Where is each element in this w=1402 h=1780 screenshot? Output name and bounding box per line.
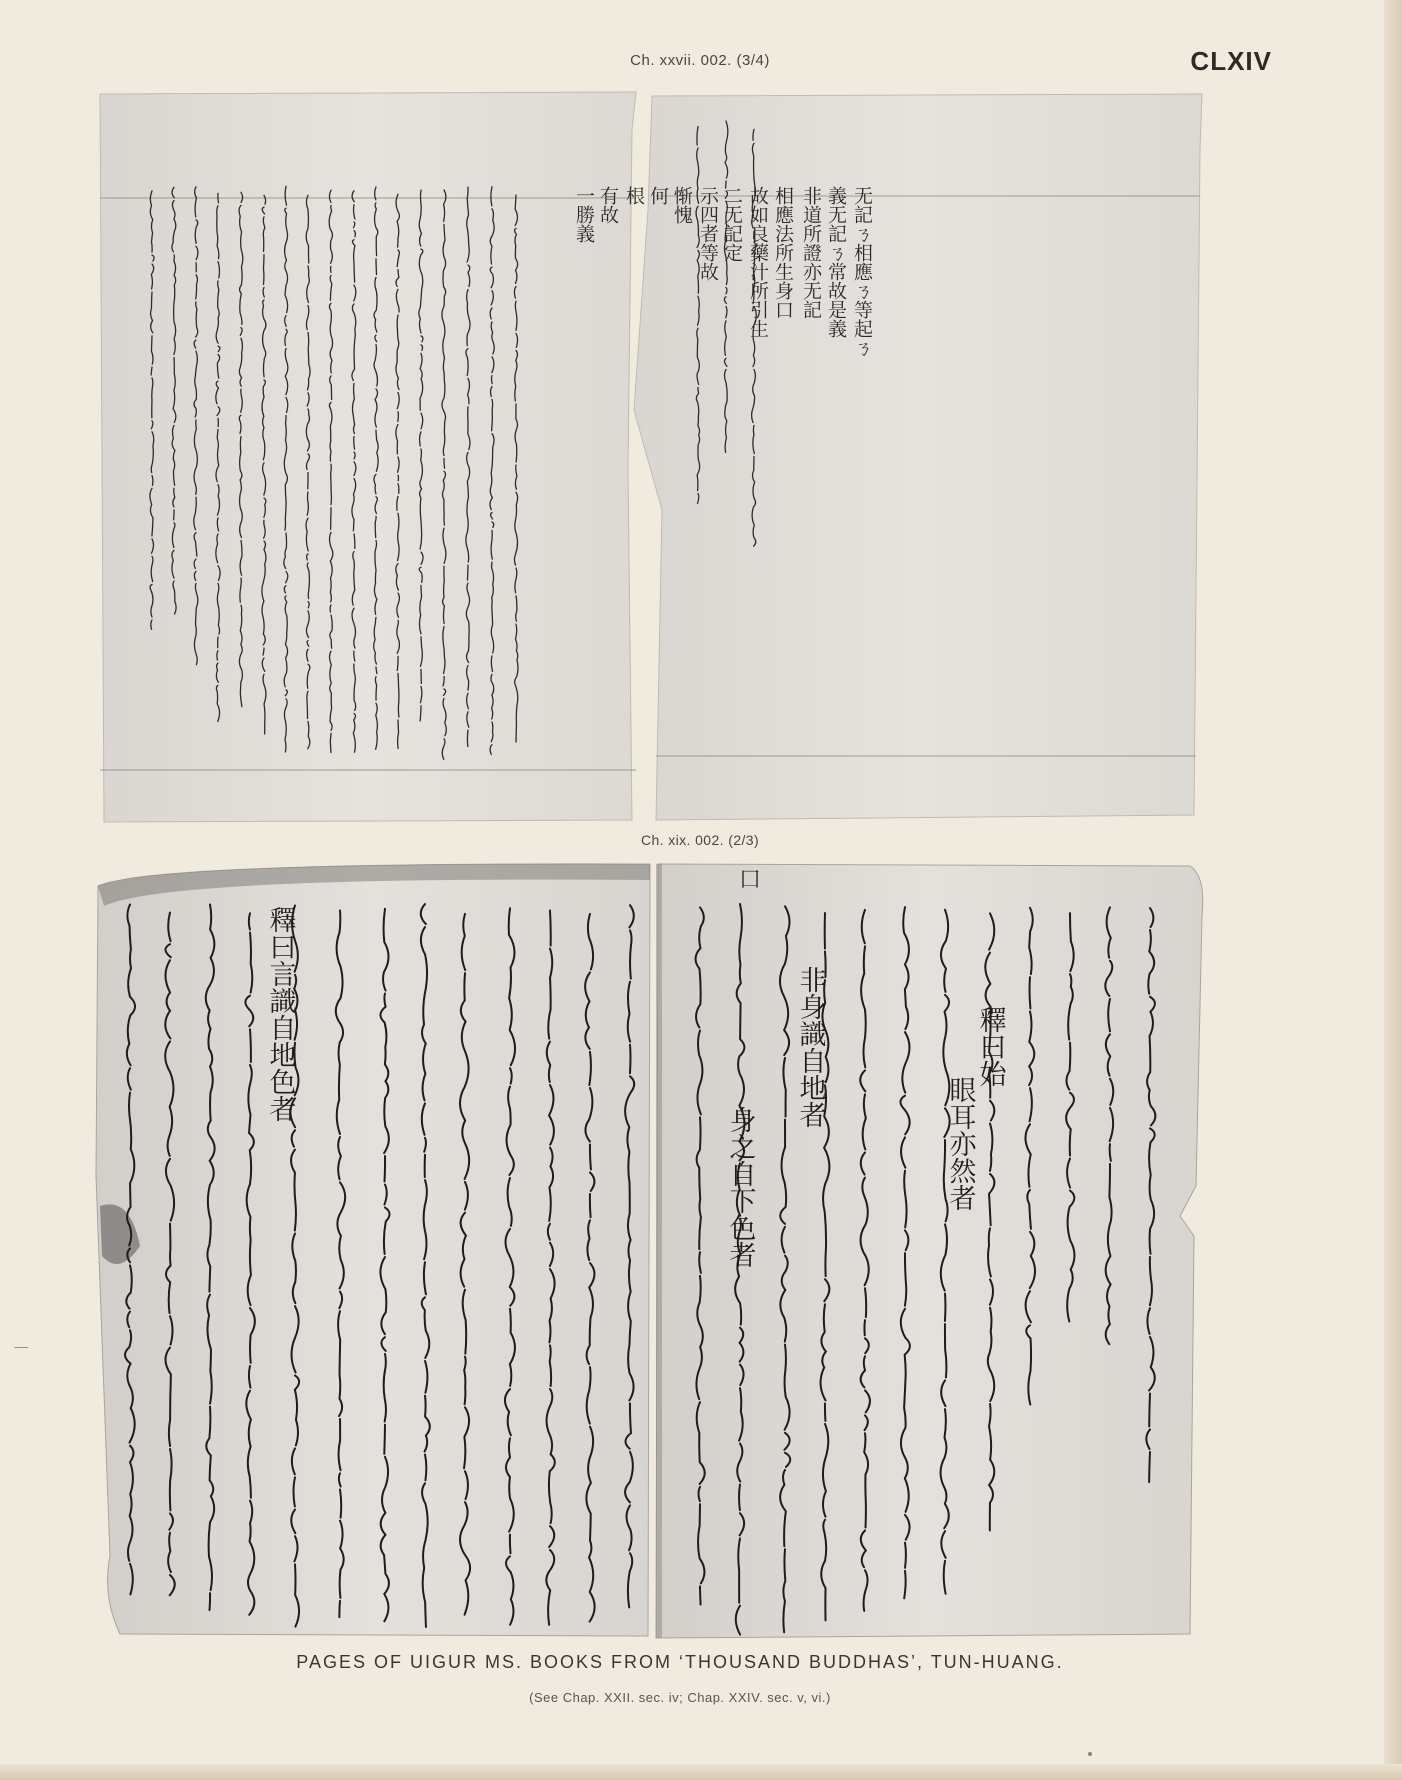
page-mark: 囗	[740, 867, 760, 891]
lower-manuscript-image	[90, 856, 1216, 1646]
chinese-text-column: 有故	[597, 186, 619, 224]
chinese-text-column: 何	[647, 186, 669, 205]
chinese-text-column: 非道所證亦无記	[800, 186, 822, 319]
plate-right-edge	[1384, 0, 1402, 1780]
chinese-text-column: 義无記ㄋ常故是義	[825, 186, 847, 338]
chinese-text-column: 示四者等故	[697, 186, 719, 281]
plate-title: PAGES OF UIGUR MS. BOOKS FROM ‘THOUSAND BUDDHAS’, TUN-HUANG.	[296, 1652, 1064, 1672]
paper-speck	[1088, 1752, 1092, 1756]
upper-manuscript-photo	[96, 90, 1226, 825]
margin-mark	[14, 1347, 28, 1348]
upper-manuscript-image	[96, 90, 1226, 825]
upper-figure-caption: Ch. xxvii. 002. (3/4)	[630, 52, 770, 69]
chinese-text-column: 根	[623, 186, 645, 205]
plate-subtitle: (See Chap. XXII. sec. iv; Chap. XXIV. sec. v, vi.)	[529, 1690, 831, 1705]
chinese-text-column: 二无記定	[721, 186, 743, 262]
chinese-gloss: 釋曰言識自地色者	[264, 906, 296, 1122]
chinese-gloss: 身之自下色者	[724, 1106, 756, 1268]
chinese-gloss: 眼耳亦然者	[944, 1076, 976, 1211]
chinese-text-column: 无記ㄋ相應ㄋ等起ㄋ	[851, 186, 873, 357]
chinese-gloss: 釋曰始	[974, 1006, 1006, 1087]
lower-left-leaf	[96, 864, 650, 1636]
upper-right-leaf	[634, 94, 1202, 820]
chinese-gloss: 非身識自地者	[794, 966, 826, 1128]
plate-number: CLXIV	[1190, 46, 1272, 76]
chinese-text-column: 相應法所生身口	[772, 186, 794, 319]
plate-bottom-edge	[0, 1764, 1402, 1780]
lower-figure-caption: Ch. xix. 002. (2/3)	[640, 832, 760, 848]
lower-manuscript-photo	[90, 856, 1216, 1646]
chinese-text-column: 惭愧	[671, 186, 693, 224]
chinese-text-column: 故如良藥汁所引生	[747, 186, 769, 338]
chinese-text-column: 一勝義	[573, 186, 595, 243]
upper-left-leaf	[100, 92, 636, 822]
